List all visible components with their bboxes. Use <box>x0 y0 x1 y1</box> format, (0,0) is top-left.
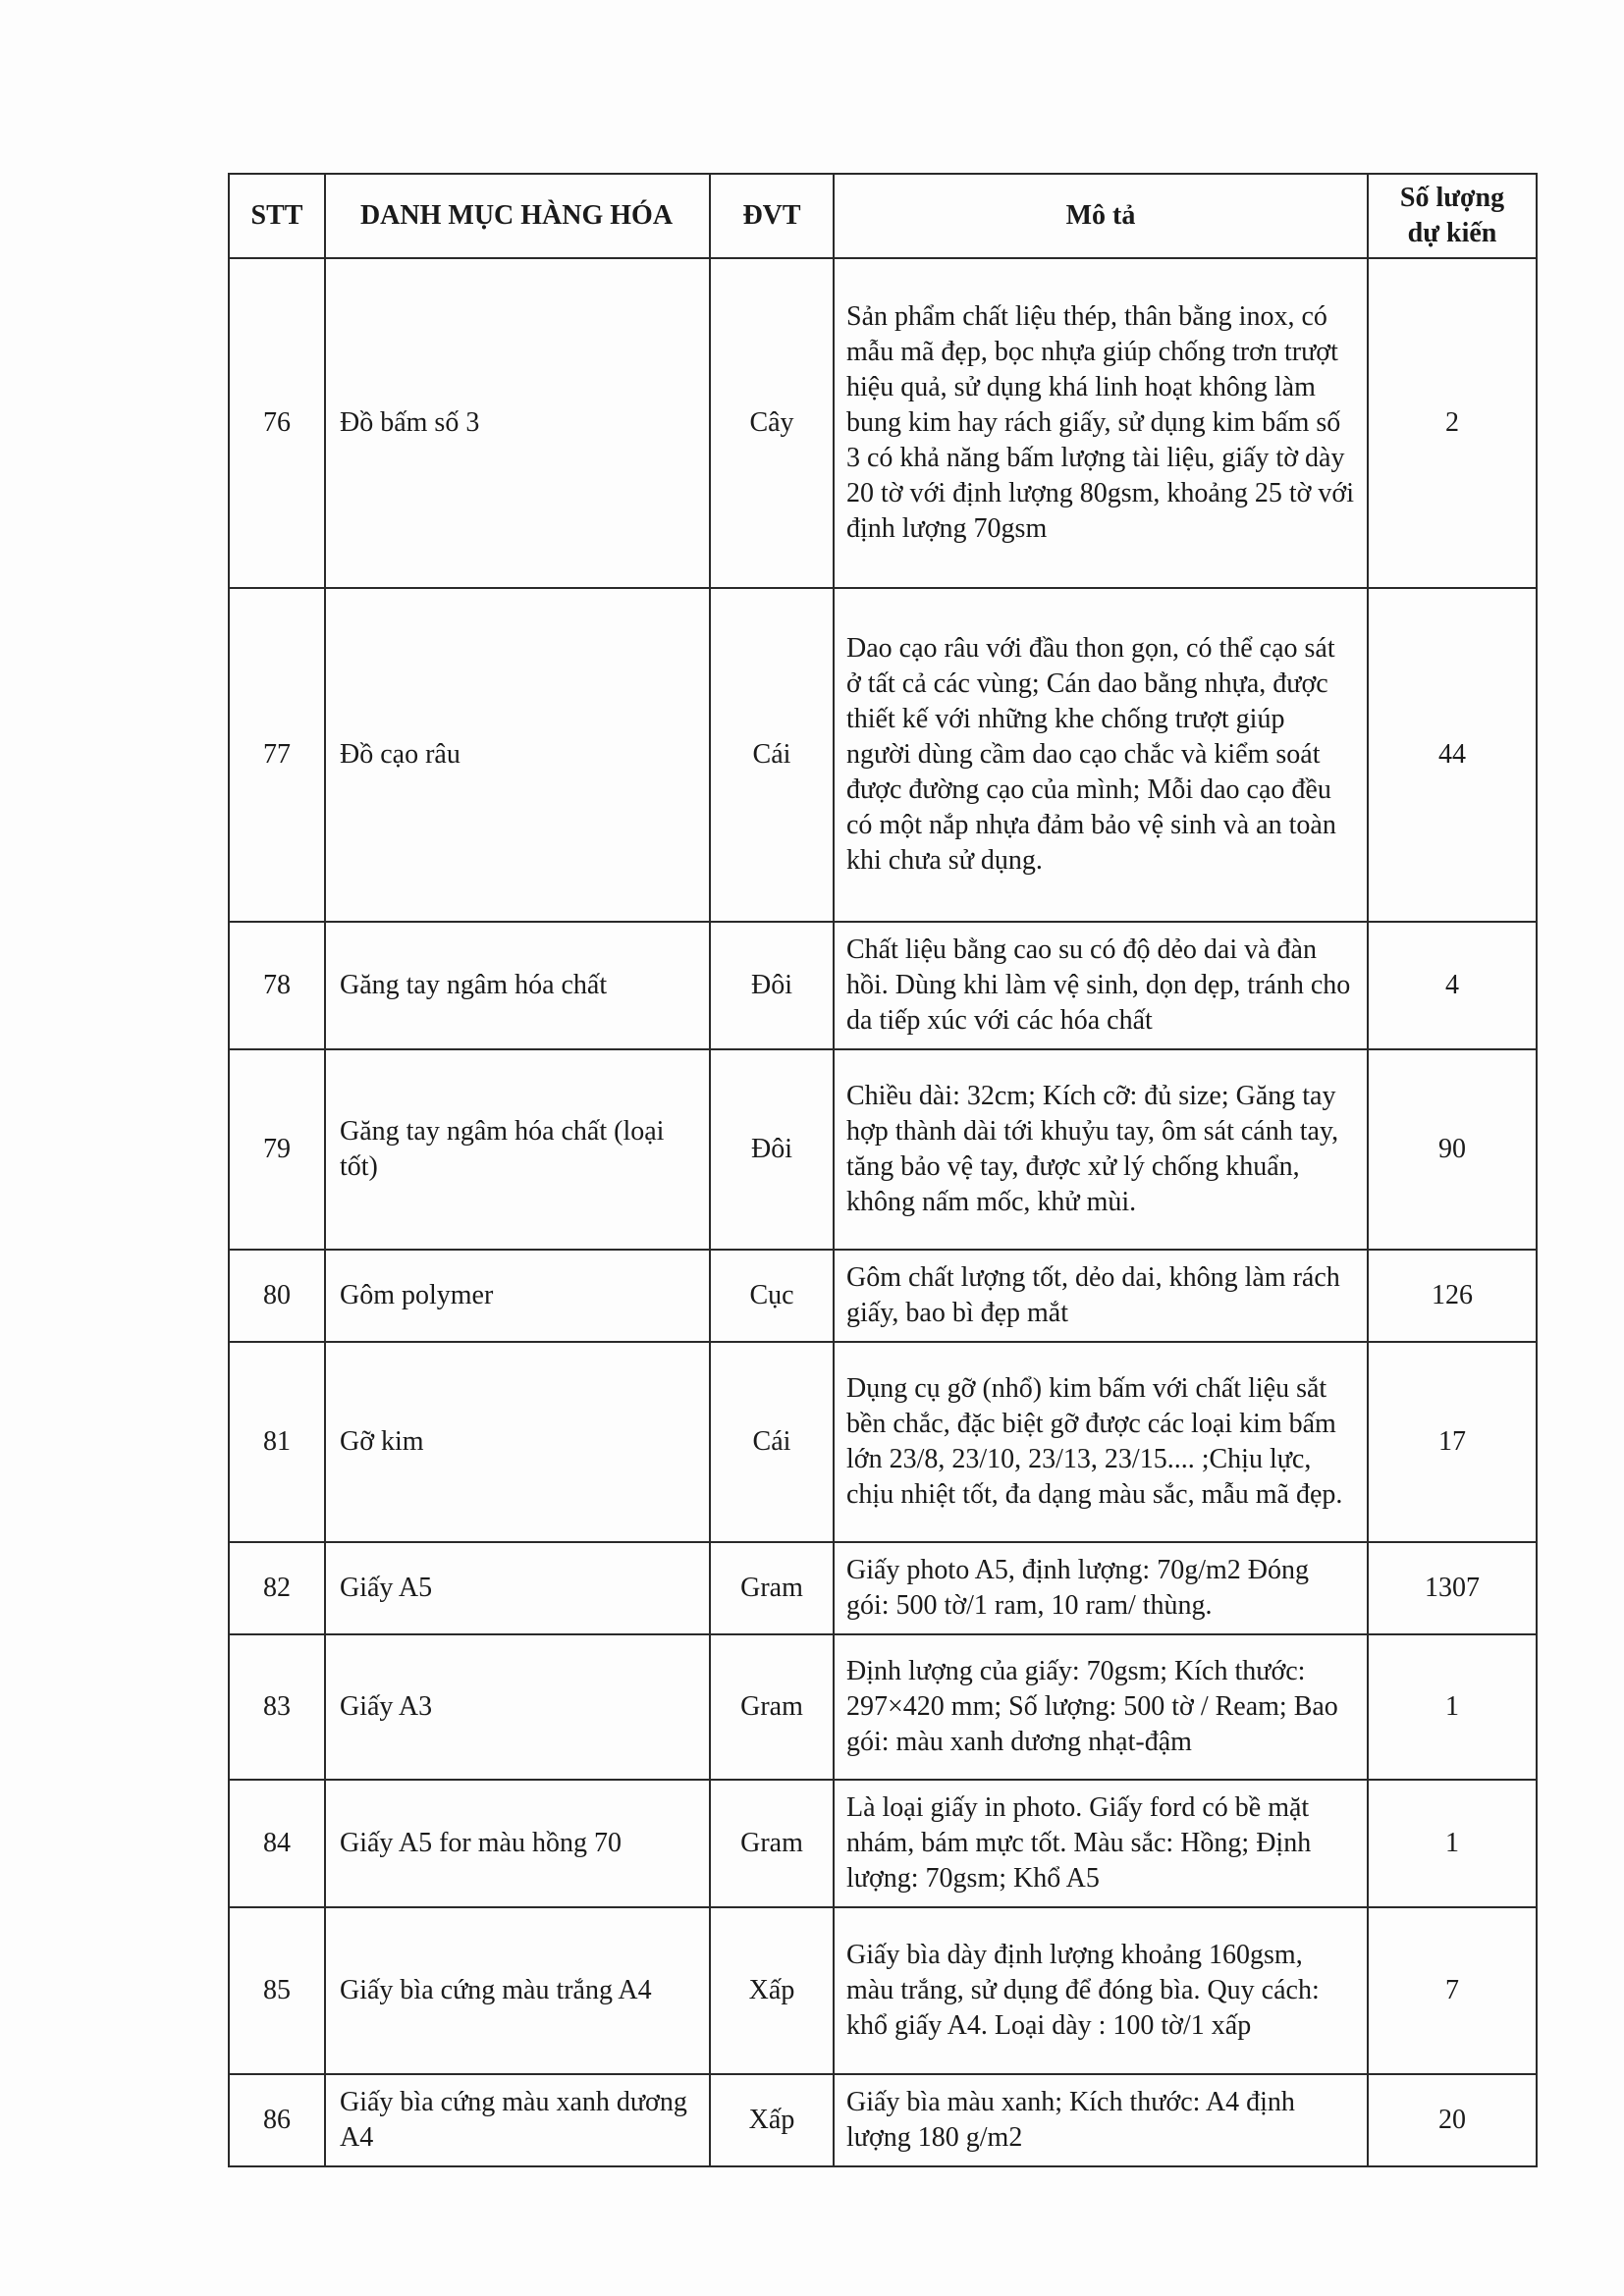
cell-unit: Xấp <box>710 2074 834 2166</box>
cell-name: Giấy bìa cứng màu xanh dương A4 <box>325 2074 710 2166</box>
cell-name: Đồ cạo râu <box>325 588 710 922</box>
header-qty-line1: Số lượng <box>1399 183 1505 213</box>
goods-table <box>228 173 1538 2167</box>
table-row <box>229 922 1537 1049</box>
cell-desc: Là loại giấy in photo. Giấy ford có bề mặt nhám, bám mực tốt. Màu sắc: Hồng; Định lượng: 70gsm; Khổ A5 <box>834 1780 1368 1907</box>
cell-unit: Gram <box>710 1634 834 1780</box>
cell-unit: Gram <box>710 1780 834 1907</box>
cell-qty: 20 <box>1368 2074 1537 2166</box>
table-row <box>229 1907 1537 2074</box>
table-row <box>229 1542 1537 1634</box>
cell-desc: Giấy photo A5, định lượng: 70g/m2 Đóng gói: 500 tờ/1 ram, 10 ram/ thùng. <box>834 1542 1368 1634</box>
cell-stt: 78 <box>229 922 325 1049</box>
header-qty <box>1368 174 1537 258</box>
cell-name: Găng tay ngâm hóa chất <box>325 922 710 1049</box>
cell-unit: Đôi <box>710 922 834 1049</box>
cell-stt: 83 <box>229 1634 325 1780</box>
cell-name: Đồ bấm số 3 <box>325 258 710 588</box>
header-desc: Mô tả <box>834 174 1368 258</box>
cell-qty: 7 <box>1368 1907 1537 2074</box>
cell-stt: 84 <box>229 1780 325 1907</box>
cell-desc: Chất liệu bằng cao su có độ dẻo dai và đàn hồi. Dùng khi làm vệ sinh, dọn dẹp, tránh cho da tiếp xúc với các hóa chất <box>834 922 1368 1049</box>
table-header-row <box>229 174 1537 258</box>
table-row <box>229 1049 1537 1250</box>
cell-desc: Giấy bìa dày định lượng khoảng 160gsm, màu trắng, sử dụng để đóng bìa. Quy cách: khổ giấy A4. Loại dày : 100 tờ/1 xấp <box>834 1907 1368 2074</box>
cell-desc: Giấy bìa màu xanh; Kích thước: A4 định lượng 180 g/m2 <box>834 2074 1368 2166</box>
table-row <box>229 258 1537 588</box>
cell-qty: 90 <box>1368 1049 1537 1250</box>
cell-unit: Cây <box>710 258 834 588</box>
table-row <box>229 1250 1537 1342</box>
cell-stt: 77 <box>229 588 325 922</box>
table-row <box>229 1634 1537 1780</box>
table-row <box>229 2074 1537 2166</box>
header-unit: ĐVT <box>710 174 834 258</box>
cell-qty: 126 <box>1368 1250 1537 1342</box>
cell-unit: Cục <box>710 1250 834 1342</box>
table-row <box>229 1342 1537 1542</box>
header-qty-line2: dự kiến <box>1407 218 1497 248</box>
cell-qty: 17 <box>1368 1342 1537 1542</box>
header-name: DANH MỤC HÀNG HÓA <box>325 174 710 258</box>
cell-unit: Xấp <box>710 1907 834 2074</box>
cell-stt: 85 <box>229 1907 325 2074</box>
cell-name: Giấy A3 <box>325 1634 710 1780</box>
cell-desc: Gôm chất lượng tốt, dẻo dai, không làm rách giấy, bao bì đẹp mắt <box>834 1250 1368 1342</box>
cell-desc: Định lượng của giấy: 70gsm; Kích thước: 297×420 mm; Số lượng: 500 tờ / Ream; Bao gói: màu xanh dương nhạt-đậm <box>834 1634 1368 1780</box>
cell-unit: Đôi <box>710 1049 834 1250</box>
cell-qty: 1 <box>1368 1780 1537 1907</box>
table-row <box>229 1780 1537 1907</box>
cell-desc: Dao cạo râu với đầu thon gọn, có thể cạo sát ở tất cả các vùng; Cán dao bằng nhựa, được thiết kế với những khe chống trượt giúp người dùng cầm dao cạo chắc và kiểm soát được đường cạo của mình; Mỗi dao cạo đều có một nắp nhựa đảm bảo vệ sinh và an toàn khi chưa sử dụng. <box>834 588 1368 922</box>
cell-stt: 76 <box>229 258 325 588</box>
cell-unit: Cái <box>710 588 834 922</box>
cell-desc: Dụng cụ gỡ (nhổ) kim bấm với chất liệu sắt bền chắc, đặc biệt gỡ được các loại kim bấm lớn 23/8, 23/10, 23/13, 23/15.... ;Chịu lực, chịu nhiệt tốt, đa dạng màu sắc, mẫu mã đẹp. <box>834 1342 1368 1542</box>
cell-unit: Cái <box>710 1342 834 1542</box>
cell-qty: 1 <box>1368 1634 1537 1780</box>
cell-stt: 80 <box>229 1250 325 1342</box>
cell-unit: Gram <box>710 1542 834 1634</box>
cell-stt: 81 <box>229 1342 325 1542</box>
cell-desc: Sản phẩm chất liệu thép, thân bằng inox, có mẫu mã đẹp, bọc nhựa giúp chống trơn trượt hiệu quả, sử dụng khá linh hoạt không làm bung kim hay rách giấy, sử dụng kim bấm số 3 có khả năng bấm lượng tài liệu, giấy tờ dày 20 tờ với định lượng 80gsm, khoảng 25 tờ với định lượng 70gsm <box>834 258 1368 588</box>
header-stt: STT <box>229 174 325 258</box>
table-row <box>229 588 1537 922</box>
cell-stt: 86 <box>229 2074 325 2166</box>
cell-name: Giấy bìa cứng màu trắng A4 <box>325 1907 710 2074</box>
cell-desc: Chiều dài: 32cm; Kích cỡ: đủ size; Găng tay hợp thành dài tới khuỷu tay, ôm sát cánh tay, tăng bảo vệ tay, được xử lý chống khuẩn, không nấm mốc, khử mùi. <box>834 1049 1368 1250</box>
cell-name: Giấy A5 for màu hồng 70 <box>325 1780 710 1907</box>
cell-qty: 4 <box>1368 922 1537 1049</box>
cell-qty: 44 <box>1368 588 1537 922</box>
cell-name: Gỡ kim <box>325 1342 710 1542</box>
cell-qty: 2 <box>1368 258 1537 588</box>
cell-name: Gôm polymer <box>325 1250 710 1342</box>
cell-stt: 82 <box>229 1542 325 1634</box>
cell-name: Găng tay ngâm hóa chất (loại tốt) <box>325 1049 710 1250</box>
cell-qty: 1307 <box>1368 1542 1537 1634</box>
cell-name: Giấy A5 <box>325 1542 710 1634</box>
cell-stt: 79 <box>229 1049 325 1250</box>
